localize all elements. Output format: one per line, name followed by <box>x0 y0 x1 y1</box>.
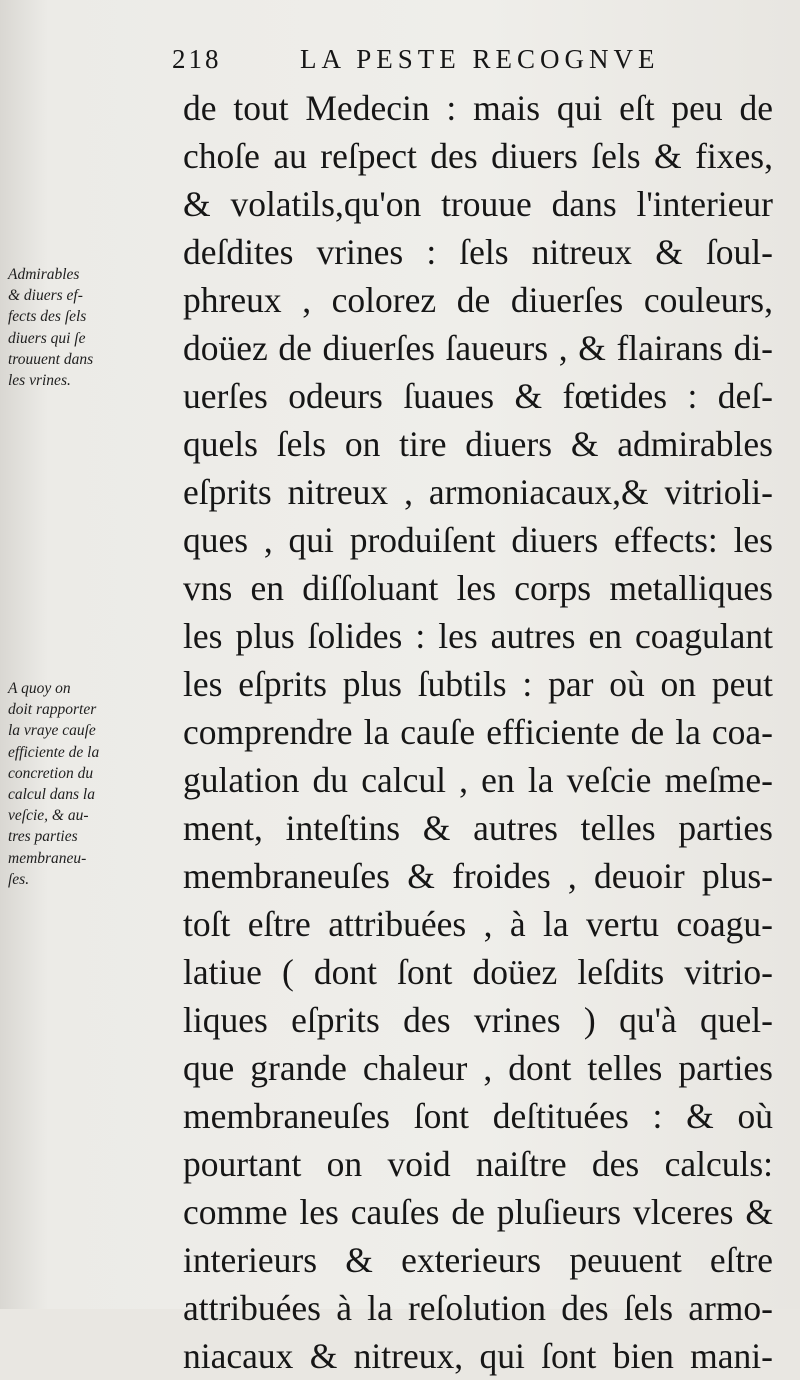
margin-note-line: veſcie, & au- <box>8 807 89 825</box>
running-title: LA PESTE RECOGNVE <box>300 44 660 74</box>
margin-note-line: membraneu- <box>8 849 87 867</box>
margin-note-line: les vrines. <box>8 372 71 390</box>
text-line: eſprits nitreux , armoniacaux,& vitrioli- <box>183 472 773 512</box>
margin-note-line: A quoy on <box>8 680 71 697</box>
text-line: toſt eſtre attribuées , à la vertu coagu- <box>183 904 773 944</box>
margin-note-line: la vraye cauſe <box>8 722 96 740</box>
text-line: niacaux & nitreux, qui ſont bien mani- <box>183 1336 773 1376</box>
text-line: deſdites vrines : ſels nitreux & ſoul- <box>183 232 773 272</box>
text-line: les plus ſolides : les autres en coagulant <box>183 616 773 656</box>
margin-note-line: diuers qui ſe <box>8 329 86 347</box>
margin-note-line: efficiente de la <box>8 743 100 761</box>
text-line: comprendre la cauſe efficiente de la coa- <box>183 712 773 752</box>
text-line: membraneuſes & froides , deuoir plus- <box>183 856 773 896</box>
text-line: comme les cauſes de pluſieurs vlceres & <box>183 1192 773 1232</box>
margin-note-line: Admirables <box>8 266 80 283</box>
text-line: ment, inteſtins & autres telles parties <box>183 808 773 848</box>
text-line: phreux , colorez de diuerſes couleurs, <box>183 280 773 320</box>
text-line: ques , qui produiſent diuers effects: les <box>183 520 773 560</box>
margin-note-line: tres parties <box>8 828 78 846</box>
margin-note-line: doit rapporter <box>8 701 97 719</box>
text-line: les eſprits plus ſubtils : par où on peut <box>183 664 773 704</box>
text-line: interieurs & exterieurs peuuent eſtre <box>183 1240 773 1280</box>
margin-note-line: concretion du <box>8 764 94 782</box>
text-line: membraneuſes ſont deſtituées : & où <box>183 1096 773 1136</box>
body-text <box>183 84 773 1380</box>
text-line: & volatils,qu'on trouue dans l'interieur <box>183 184 773 224</box>
margin-note-line: & diuers ef- <box>8 287 83 305</box>
text-line: uerſes odeurs ſuaues & fœtides : deſ- <box>183 376 773 416</box>
margin-note-line: ſes. <box>8 870 30 888</box>
text-line: que grande chaleur , dont telles parties <box>183 1048 773 1088</box>
text-line: gulation du calcul , en la veſcie meſme- <box>183 760 773 800</box>
margin-note-calculus <box>8 678 178 890</box>
text-line: liques eſprits des vrines ) qu'à quel- <box>183 1000 773 1040</box>
text-line: vns en diſſoluant les corps metalliques <box>183 568 773 608</box>
text-line: doüez de diuerſes ſaueurs , & flairans di- <box>183 328 773 368</box>
margin-note-salts <box>8 264 178 391</box>
page-number: 218 <box>172 44 222 74</box>
margin-note-line: fects des ſels <box>8 308 87 326</box>
text-line: attribuées à la reſolution des ſels armo- <box>183 1288 773 1328</box>
running-head <box>172 44 772 84</box>
text-line: quels ſels on tire diuers & admirables <box>183 424 773 464</box>
text-line: choſe au reſpect des diuers ſels & fixes, <box>183 136 773 176</box>
text-line: latiue ( dont ſont doüez leſdits vitrio- <box>183 952 773 992</box>
text-line: pourtant on void naiſtre des calculs: <box>183 1144 773 1184</box>
text-line: de tout Medecin : mais qui eſt peu de <box>183 88 773 128</box>
margin-note-line: calcul dans la <box>8 786 95 804</box>
margin-note-line: trouuent dans <box>8 350 94 368</box>
